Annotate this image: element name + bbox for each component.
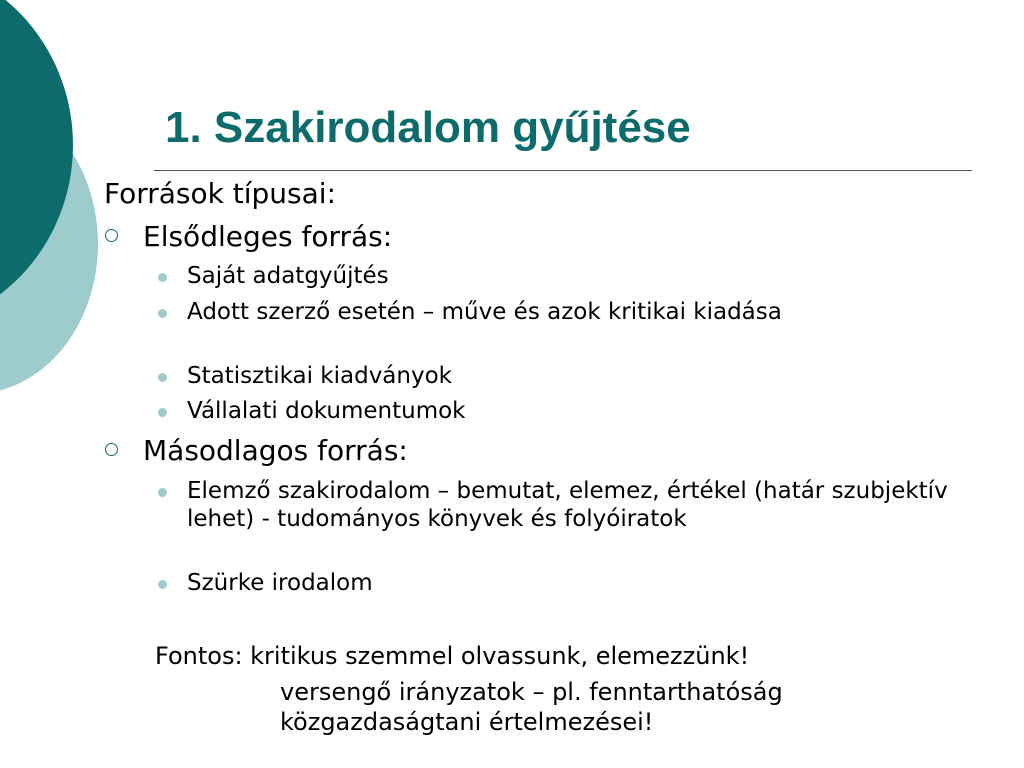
title-divider (154, 170, 972, 171)
intro-heading: Források típusai: (104, 177, 336, 210)
note-lead: Fontos: kritikus szemmel olvassunk, elemezzünk! (155, 642, 750, 670)
slide-title: 1. Szakirodalom gyűjtése (165, 103, 691, 152)
list-item-text: Vállalati dokumentumok (187, 398, 466, 424)
list-item (187, 262, 977, 290)
dot-bullet-icon (158, 580, 167, 589)
list-item (187, 477, 977, 533)
list-item-text: Statisztikai kiadványok (187, 363, 452, 389)
list-item-text: Elemző szakirodalom – bemutat, elemez, értékel (határ szubjektív lehet) - tudományos könyvek és folyóiratok (187, 478, 948, 532)
section-primary (143, 219, 392, 255)
section-secondary (143, 433, 408, 469)
note-continuation: versengő irányzatok – pl. fenntarthatóság közgazdaságtani értelmezései! (280, 678, 783, 736)
list-item-text: Saját adatgyűjtés (187, 263, 389, 289)
dot-bullet-icon (158, 488, 167, 497)
section-label: Másodlagos forrás: (143, 434, 408, 467)
list-item (187, 298, 977, 326)
ring-bullet-icon (105, 229, 118, 242)
ring-bullet-icon (105, 443, 118, 456)
list-item (187, 362, 977, 390)
dot-bullet-icon (158, 273, 167, 282)
list-item-text: Adott szerző esetén – műve és azok kritikai kiadása (187, 299, 782, 325)
dot-bullet-icon (158, 309, 167, 318)
dot-bullet-icon (158, 408, 167, 417)
list-item (187, 397, 977, 425)
dot-bullet-icon (158, 373, 167, 382)
list-item (187, 569, 977, 597)
section-label: Elsődleges forrás: (143, 220, 393, 253)
list-item-text: Szürke irodalom (187, 570, 373, 596)
